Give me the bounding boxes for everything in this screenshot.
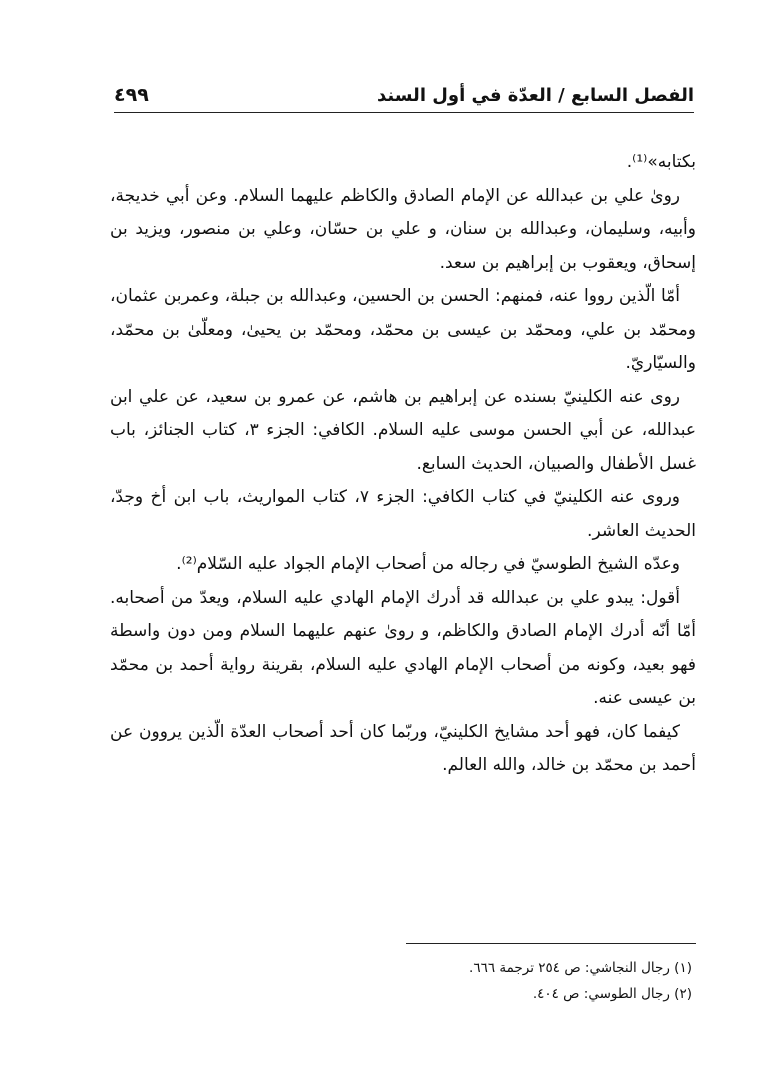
footnotes: [110, 955, 696, 1007]
paragraph-opinion: أقول: يبدو علي بن عبدالله قد أدرك الإمام الهادي عليه السلام، ويعدّ من أصحابه. أمّا أنّه أدرك الإمام الصادق والكاظم، و روىٰ عنهم عليهما السلام ومن دون واسطة فهو بعيد، وكونه من أصحاب الإمام الهادي عليه السلام، بقرينة رواية أحمد بن محمّد بن عيسى عنه.: [110, 587, 696, 708]
footnote-2: (٢) رجال الطوسي: ص ٤٠٤.: [532, 986, 692, 1002]
paragraph-narrators-from: روىٰ علي بن عبدالله عن الإمام الصادق والكاظم عليهما السلام. وعن أبي خديجة، وأبيه، وسليمان، وعبدالله بن سنان، و علي بن حسّان، وعلي بن منصور، ويزيد بن إسحاق، ويعقوب بن إبراهيم بن سعد.: [110, 185, 696, 273]
running-header: [114, 78, 694, 106]
header-rule: [114, 112, 694, 113]
paragraph-narrators-to: أمّا الّذين رووا عنه، فمنهم: الحسن بن الحسين، وعبدالله بن جبلة، وعمربن عثمان، ومحمّد بن علي، ومحمّد بن عيسى بن محمّد، ومحمّد بن يحيىٰ، ومعلّىٰ بن محمّد، والسيّاريّ.: [110, 286, 696, 373]
footnote-1: (١) رجال النجاشي: ص ٢٥٤ ترجمة ٦٦٦.: [469, 960, 692, 976]
paragraph-kulayni-1: روى عنه الكلينيّ بسنده عن إبراهيم بن هاشم، عن عمرو بن سعيد، عن علي ابن عبدالله، عن أبي الحسن موسى عليه السلام. الكافي: الجزء ٣، كتاب الجنائز، باب غسل الأطفال والصبيان، الحديث السابع.: [110, 386, 696, 474]
paragraph-continuation: بكتابه»⁽¹⁾.: [626, 152, 696, 172]
footnote-rule: [406, 943, 696, 944]
paragraph-kulayni-2: وروى عنه الكلينيّ في كتاب الكافي: الجزء ٧، كتاب المواريث، باب ابن أخ وجدّ، الحديث العاشر.: [110, 487, 696, 541]
page-number: ٤٩٩: [114, 84, 149, 106]
paragraph-tusi: وعدّه الشيخ الطوسيّ في رجاله من أصحاب الإمام الجواد عليه السّلام⁽²⁾.: [176, 554, 680, 574]
chapter-title: الفصل السابع / العدّة في أول السند: [377, 85, 694, 106]
body-text: [110, 146, 696, 783]
paragraph-conclusion: كيفما كان، فهو أحد مشايخ الكلينيّ، وربّما كان أحد أصحاب العدّة الّذين يروون عن أحمد بن محمّد بن خالد، والله العالم.: [110, 721, 696, 775]
